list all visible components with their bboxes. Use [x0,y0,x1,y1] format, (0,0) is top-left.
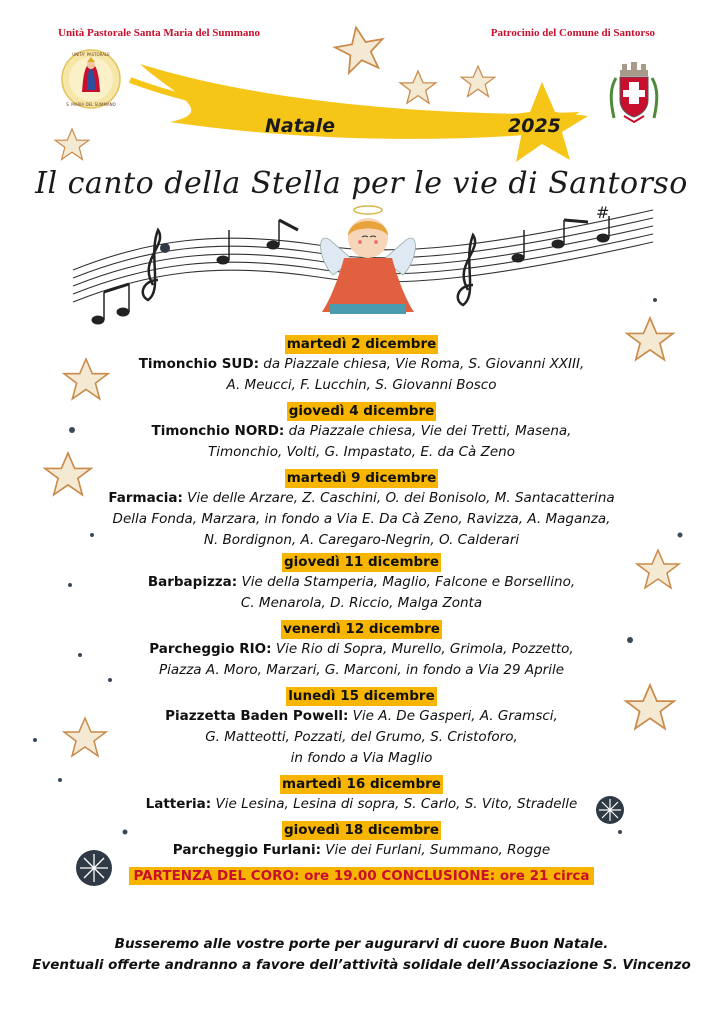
closing-line-2: Eventuali offerte andranno a favore dell’attività solidale dell’Associazione S. Vincenzo [32,957,691,973]
event-streets-line: G. Matteotti, Pozzati, del Grumo, S. Cristoforo, [205,729,518,745]
coat-of-arms-icon [608,60,660,124]
music-staff-illustration [68,200,658,340]
event-date: martedì 2 dicembre [286,336,437,352]
event-streets-line: C. Menarola, D. Riccio, Malga Zonta [240,595,483,611]
event-place: Latteria: [145,796,212,812]
event-place: Timonchio NORD: [151,423,285,439]
schedule [0,333,723,885]
event-item [0,333,723,396]
event-place: Piazzetta Baden Powell: [165,708,349,724]
closing-message [0,934,723,976]
event-date: lunedì 15 dicembre [288,688,435,704]
logo-text-top: UNITA' PASTORALE [72,52,110,57]
header-right-org: Patrocinio del Comune di Santorso [490,27,655,39]
event-date: martedì 16 dicembre [282,776,441,792]
closing-line-1: Busseremo alle vostre porte per augurarvi di cuore Buon Natale. [114,936,609,952]
event-date: giovedì 4 dicembre [288,403,435,419]
event-streets-line: Piazza A. Moro, Marzari, G. Marconi, in fondo a Via 29 Aprile [158,662,565,678]
event-date: martedì 9 dicembre [286,470,437,486]
event-date: venerdì 12 dicembre [283,621,440,637]
event-streets-line: Della Fonda, Marzara, in fondo a Via E. Da Cà Zeno, Ravizza, A. Maganza, [112,511,611,527]
event-place: Parcheggio Furlani: [172,842,321,858]
event-date: giovedì 18 dicembre [284,822,439,838]
event-streets-line: Vie dei Furlani, Summano, Rogge [325,842,551,858]
event-streets-line: Vie della Stamperia, Maglio, Falcone e Borsellino, [241,574,576,590]
event-item [0,467,723,551]
event-streets-line: A. Meucci, F. Lucchin, S. Giovanni Bosco [226,377,497,393]
event-item [0,551,723,614]
event-streets-line: da Piazzale chiesa, Vie Roma, S. Giovanni XXIII, [263,356,585,372]
header-left-org: Unità Pastorale Santa Maria del Summano [58,27,260,39]
logo-text-bottom: S. MARIA DEL SUMMANO [66,102,116,107]
event-item [0,400,723,463]
event-item [0,819,723,861]
event-place: Barbapizza: [147,574,238,590]
event-streets-line: Vie A. De Gasperi, A. Gramsci, [352,708,558,724]
event-item [0,685,723,769]
banner-year: 2025 [508,115,561,137]
event-streets-line: in fondo a Via Maglio [290,750,433,766]
event-streets-line: Vie Lesina, Lesina di sopra, S. Carlo, S. Vito, Stradelle [215,796,578,812]
page-title: Il canto della Stella per le vie di Santorso [35,166,688,201]
event-streets-line: Timonchio, Volti, G. Impastato, E. da Cà Zeno [208,444,515,460]
star-icon [55,129,89,159]
event-place: Farmacia: [108,490,183,506]
event-streets-line: Vie Rio di Sopra, Murello, Grimola, Pozzetto, [275,641,574,657]
banner-word: Natale [265,115,336,137]
event-date: giovedì 11 dicembre [284,554,439,570]
event-streets-line: N. Bordignon, A. Caregaro-Negrin, O. Calderari [203,532,520,548]
departure-time-banner: PARTENZA DEL CORO: ore 19.00 CONCLUSIONE: ore 21 circa [129,867,593,885]
svg-text:#: # [596,203,610,222]
event-streets-line: da Piazzale chiesa, Vie dei Tretti, Masena, [288,423,572,439]
event-item [0,773,723,815]
event-place: Parcheggio RIO: [149,641,272,657]
event-item [0,618,723,681]
event-streets-line: Vie delle Arzare, Z. Caschini, O. dei Bonisolo, M. Santacatterina [187,490,615,506]
star-banner [110,52,610,172]
event-place: Timonchio SUD: [138,356,259,372]
